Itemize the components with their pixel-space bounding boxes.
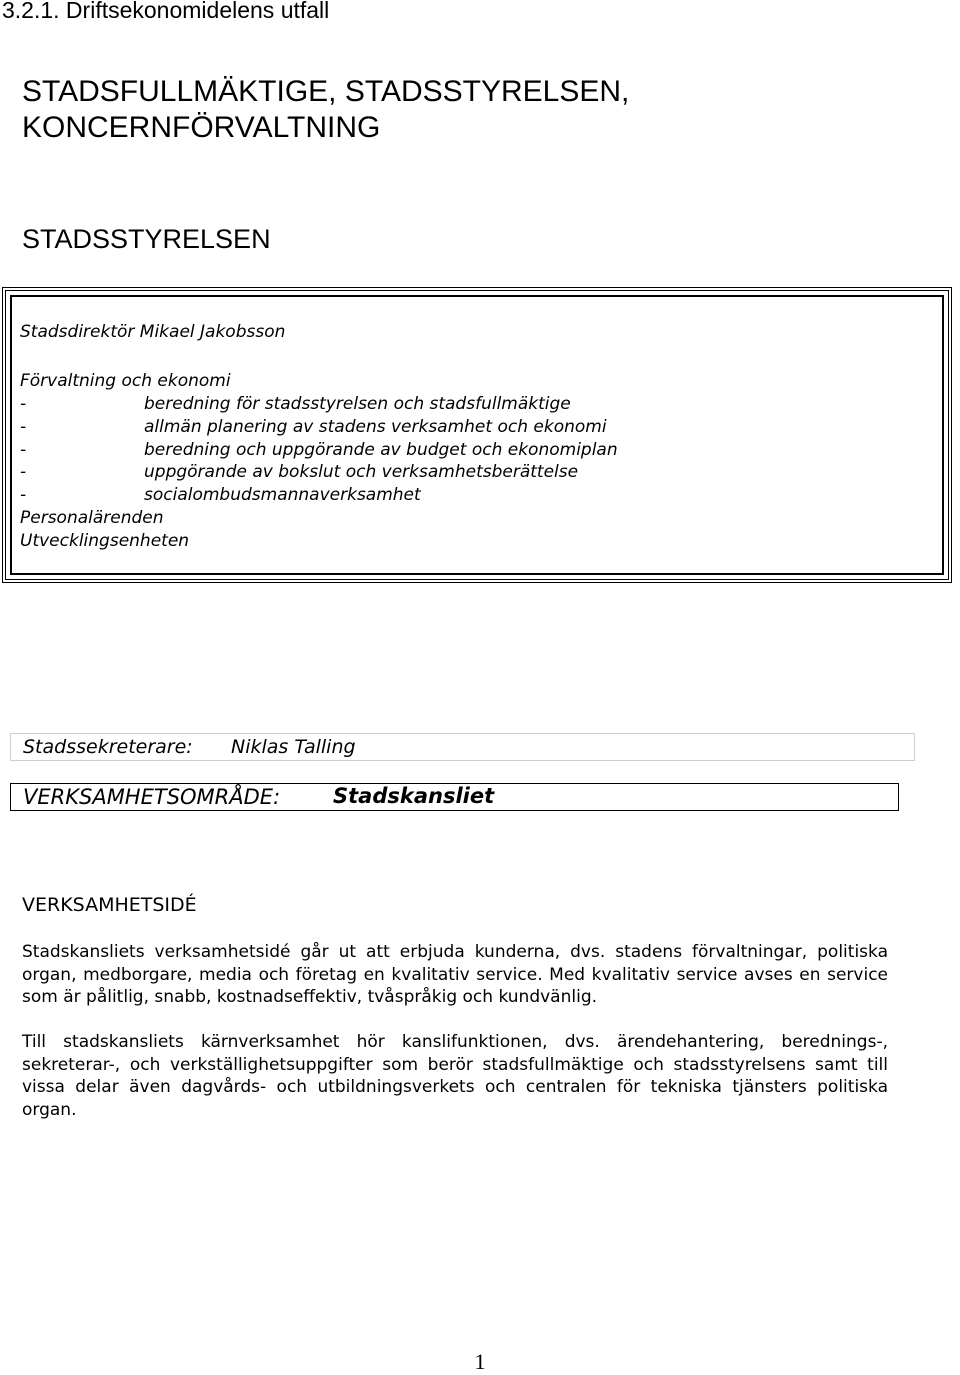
list-item-text: uppgörande av bokslut och verksamhetsberättelse bbox=[144, 462, 579, 482]
list-item-text: beredning för stadsstyrelsen och stadsfullmäktige bbox=[144, 394, 571, 414]
list-dash: - bbox=[20, 440, 27, 460]
activity-area-value: Stadskansliet bbox=[333, 784, 495, 808]
paragraph-core-activity: Till stadskansliets kärnverksamhet hör kanslifunktionen, dvs. ärendehantering, berednings-, sekreterar-, och verkställighetsuppgifter som berör stadsfullmäktige och stadsstyrelsens samt till vissa delar även dagvårds- och utbildningsverkets och centralen för tekniska tjänsters politiska organ. bbox=[22, 1032, 888, 1120]
activity-area-row bbox=[10, 783, 899, 811]
extra-item-personnel: Personalärenden bbox=[20, 508, 164, 528]
paragraph-business-idea: Stadskansliets verksamhetsidé går ut att erbjuda kunderna, dvs. stadens förvaltningar, politiska organ, medborgare, media och företag en kvalitativ service. Med kvalitativ service avses en service som är pålitlig, snabb, kostnadseffektiv, tvåspråkig och kundvänlig. bbox=[22, 942, 888, 1008]
list-item-text: allmän planering av stadens verksamhet och ekonomi bbox=[144, 417, 607, 437]
group-title: Förvaltning och ekonomi bbox=[20, 371, 231, 391]
list-item bbox=[20, 461, 578, 483]
sub-title: STADSSTYRELSEN bbox=[22, 224, 271, 254]
section-heading: 3.2.1. Driftsekonomidelens utfall bbox=[2, 0, 330, 23]
list-dash: - bbox=[20, 394, 27, 414]
main-title-line-2: KONCERNFÖRVALTNING bbox=[22, 111, 381, 144]
director-name: Stadsdirektör Mikael Jakobsson bbox=[20, 322, 286, 342]
activity-area-label: VERKSAMHETSOMRÅDE: bbox=[23, 785, 281, 809]
secretary-name: Niklas Talling bbox=[231, 736, 356, 758]
secretary-row bbox=[10, 733, 915, 761]
list-item bbox=[20, 416, 607, 438]
main-title-line-1: STADSFULLMÄKTIGE, STADSSTYRELSEN, bbox=[22, 75, 630, 108]
list-item bbox=[20, 484, 421, 506]
extra-item-development: Utvecklingsenheten bbox=[20, 531, 190, 551]
list-item-text: beredning och uppgörande av budget och ekonomiplan bbox=[144, 440, 618, 460]
main-title bbox=[22, 74, 629, 146]
secretary-label: Stadssekreterare: bbox=[23, 736, 193, 758]
list-dash: - bbox=[20, 462, 27, 482]
list-dash: - bbox=[20, 485, 27, 505]
list-dash: - bbox=[20, 417, 27, 437]
business-idea-heading: VERKSAMHETSIDÉ bbox=[22, 894, 197, 916]
list-item bbox=[20, 439, 618, 461]
page-number: 1 bbox=[474, 1349, 486, 1374]
list-item bbox=[20, 393, 571, 415]
list-item-text: socialombudsmannaverksamhet bbox=[144, 485, 421, 505]
